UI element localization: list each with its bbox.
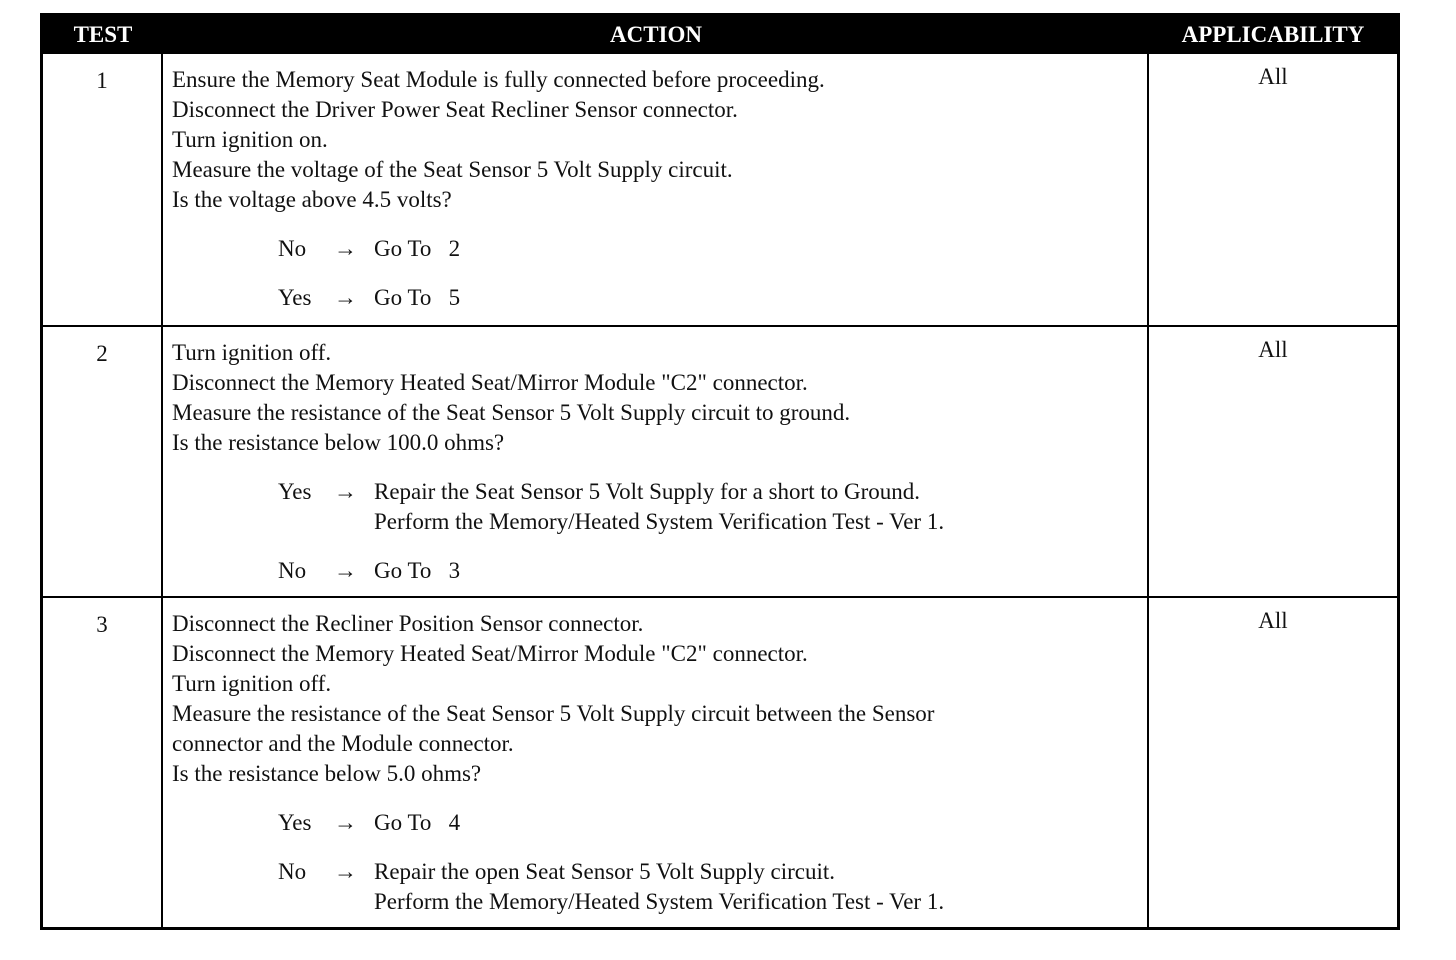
table-header <box>43 16 1397 54</box>
result-line: Repair the open Seat Sensor 5 Volt Supply circuit. <box>374 859 836 884</box>
action-step: Measure the resistance of the Seat Sensor 5 Volt Supply circuit to ground. <box>172 400 851 425</box>
action-cell <box>163 54 1149 325</box>
test-number: 1 <box>43 54 163 325</box>
answer-label: Yes <box>278 810 312 835</box>
action-step: Disconnect the Recliner Position Sensor connector. <box>172 611 644 636</box>
outcome-result <box>374 234 1147 264</box>
outcome-result <box>374 808 1147 838</box>
table-row <box>43 54 1397 325</box>
answer-label: Yes <box>278 285 312 310</box>
action-step: Is the resistance below 100.0 ohms? <box>172 430 505 455</box>
answer-label: No <box>278 558 307 583</box>
arrow-right-icon: → <box>334 810 357 835</box>
diagnostic-table <box>40 13 1400 930</box>
outcomes <box>172 808 1147 917</box>
action-step: Disconnect the Memory Heated Seat/Mirror Module "C2" connector. <box>172 641 808 666</box>
table-row <box>43 325 1397 596</box>
action-cell <box>163 327 1149 596</box>
action-step: Turn ignition on. <box>172 127 328 152</box>
action-step: Disconnect the Driver Power Seat Recliner Sensor connector. <box>172 97 738 122</box>
arrow-right-icon: → <box>334 236 357 261</box>
arrow-right-icon: → <box>334 558 357 583</box>
outcomes <box>172 234 1147 313</box>
table-row <box>43 596 1397 927</box>
action-step: Measure the voltage of the Seat Sensor 5 Volt Supply circuit. <box>172 157 733 182</box>
action-cell <box>163 598 1149 927</box>
action-step: Ensure the Memory Seat Module is fully connected before proceeding. <box>172 67 825 92</box>
header-test: TEST <box>73 22 133 47</box>
outcome-no <box>278 234 1147 264</box>
result-line: Perform the Memory/Heated System Verification Test - Ver 1. <box>374 889 945 914</box>
action-step: Is the voltage above 4.5 volts? <box>172 187 452 212</box>
applicability-cell: All <box>1258 337 1288 362</box>
action-step: connector and the Module connector. <box>172 731 514 756</box>
outcome-yes <box>278 808 1147 838</box>
applicability-cell: All <box>1258 608 1288 633</box>
action-step: Measure the resistance of the Seat Sensor 5 Volt Supply circuit between the Sensor <box>172 701 935 726</box>
outcome-no <box>278 556 1147 586</box>
outcome-result <box>374 283 1147 313</box>
outcome-yes <box>278 283 1147 313</box>
header-applicability: APPLICABILITY <box>1181 22 1365 47</box>
result-line: Go To 2 <box>374 236 461 261</box>
arrow-right-icon: → <box>334 859 357 884</box>
action-step: Disconnect the Memory Heated Seat/Mirror Module "C2" connector. <box>172 370 808 395</box>
answer-label: No <box>278 236 307 261</box>
outcome-yes <box>278 477 1147 537</box>
outcome-result <box>374 857 1147 917</box>
outcome-result <box>374 477 1147 537</box>
answer-label: No <box>278 859 307 884</box>
result-line: Repair the Seat Sensor 5 Volt Supply for a short to Ground. <box>374 479 920 504</box>
action-step: Turn ignition off. <box>172 671 332 696</box>
test-number: 2 <box>43 327 163 596</box>
result-line: Go To 4 <box>374 810 461 835</box>
arrow-right-icon: → <box>334 479 357 504</box>
action-step: Is the resistance below 5.0 ohms? <box>172 761 482 786</box>
action-step: Turn ignition off. <box>172 340 332 365</box>
outcome-result <box>374 556 1147 586</box>
header-action: ACTION <box>609 22 702 47</box>
test-number: 3 <box>43 598 163 927</box>
outcome-no <box>278 857 1147 917</box>
arrow-right-icon: → <box>334 285 357 310</box>
result-line: Go To 3 <box>374 558 461 583</box>
result-line: Go To 5 <box>374 285 461 310</box>
outcomes <box>172 477 1147 586</box>
applicability-cell: All <box>1258 64 1288 89</box>
answer-label: Yes <box>278 479 312 504</box>
result-line: Perform the Memory/Heated System Verification Test - Ver 1. <box>374 509 945 534</box>
